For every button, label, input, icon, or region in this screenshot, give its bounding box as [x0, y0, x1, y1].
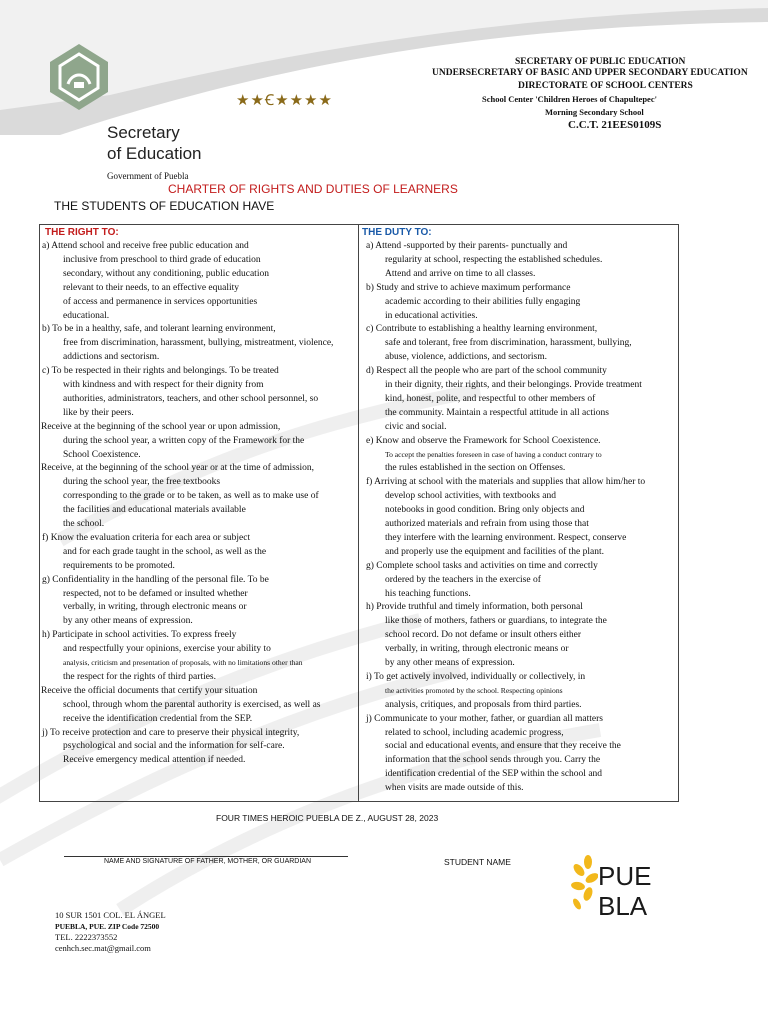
address-line: TEL. 2222373552 — [55, 932, 118, 942]
duty-line: in educational activities. — [385, 310, 478, 321]
header-line: DIRECTORATE OF SCHOOL CENTERS — [518, 81, 693, 91]
duty-line: when visits are made outside of this. — [385, 783, 524, 794]
duty-line: in their dignity, their rights, and their belongings. Provide treatment — [385, 380, 642, 390]
right-line: b) To be in a healthy, safe, and tolerant learning environment, — [42, 324, 276, 335]
right-line: relevant to their needs, to an effective equality — [63, 282, 240, 293]
right-line: j) To receive protection and care to preserve their physical integrity, — [42, 727, 300, 738]
duty-line: ordered by the teachers in the exercise of — [385, 574, 541, 585]
duty-line: his teaching functions. — [385, 588, 471, 599]
right-line: a) Attend school and receive free public education and — [42, 241, 249, 251]
duty-line: a) Attend -supported by their parents- punctually and — [366, 241, 568, 251]
duty-line: verbally, in writing, through electronic means or — [385, 644, 569, 655]
duty-line: civic and social. — [385, 421, 447, 432]
duty-line: regularity at school, respecting the established schedules. — [385, 254, 603, 265]
duty-line: analysis, critiques, and proposals from third parties. — [385, 699, 582, 710]
right-line: and respectfully your opinions, exercise your ability to — [63, 644, 271, 655]
duty-line: abuse, violence, addictions, and sectorism. — [385, 352, 547, 363]
address-line: PUEBLA, PUE. ZIP Code 72500 — [55, 922, 160, 931]
right-line: Receive at the beginning of the school year or upon admission, — [41, 421, 281, 432]
duty-line: the community. Maintain a respectful attitude in all actions — [385, 407, 609, 418]
right-line: during the school year, the free textbooks — [63, 477, 221, 488]
header-line: UNDERSECRETARY OF BASIC AND UPPER SECONDARY EDUCATION — [432, 68, 748, 78]
right-line: school, through whom the parental authority is exercised, as well as — [63, 699, 321, 710]
right-line: with kindness and with respect for their dignity from — [63, 380, 264, 390]
duty-line: information that the school sends through you. Carry the — [385, 755, 601, 766]
page-title: CHARTER OF RIGHTS AND DUTIES OF LEARNERS — [168, 182, 458, 196]
right-line: educational. — [63, 310, 110, 321]
right-line: respected, not to be defamed or insulted whether — [63, 588, 248, 599]
duty-line: i) To get actively involved, individually or collectively, in — [366, 671, 586, 682]
duty-line: d) Respect all the people who are part of the school community — [366, 366, 607, 377]
duty-line: school record. Do not defame or insult others either — [385, 630, 582, 641]
signature-line — [64, 856, 348, 857]
duty-line: the activities promoted by the school. Respecting opinions — [385, 685, 563, 695]
right-line: authorities, administrators, teachers, and other school personnel, so — [63, 393, 319, 404]
puebla-flower-icon — [568, 852, 598, 928]
sep-government-label: Government of Puebla — [107, 171, 189, 181]
duty-line: c) Contribute to establishing a healthy learning environment, — [366, 324, 598, 335]
puebla-logo-line1: PUE — [598, 861, 652, 891]
right-line: Receive emergency medical attention if needed. — [63, 755, 246, 766]
duty-line: related to school, including academic progress, — [385, 727, 564, 738]
duty-line: f) Arriving at school with the materials and supplies that allow him/her to — [366, 477, 646, 488]
crest-stars: ★★Ꞓ★★★★ — [236, 93, 333, 109]
header-line: School Center 'Children Heroes of Chapultepec' — [482, 94, 657, 104]
email-link[interactable]: cenhch.sec.mat@gmail.com — [55, 943, 151, 953]
duty-line: they interfere with the learning environment. Respect, conserve — [385, 532, 627, 543]
right-line: psychological and social and the information for self-care. — [63, 741, 285, 752]
sep-title-line2: of Education — [107, 144, 202, 163]
date-line: FOUR TIMES HEROIC PUEBLA DE Z., AUGUST 28, 2023 — [216, 813, 439, 823]
right-line: f) Know the evaluation criteria for each area or subject — [42, 532, 251, 543]
right-line: and for each grade taught in the school, as well as the — [63, 546, 267, 557]
duty-line: kind, honest, polite, and respectful to other members of — [385, 393, 596, 404]
puebla-logo-line2: BLA — [598, 891, 648, 921]
duty-line: identification credential of the SEP within the school and — [385, 769, 603, 780]
sep-emblem-icon — [48, 42, 110, 112]
right-line: during the school year, a written copy of the Framework for the — [63, 435, 305, 446]
right-line: free from discrimination, harassment, bullying, mistreatment, violence, — [63, 338, 334, 349]
right-line: h) Participate in school activities. To express freely — [42, 630, 237, 641]
column-divider — [358, 225, 359, 801]
right-line: corresponding to the grade or to be taken, as well as to make use of — [63, 491, 319, 502]
right-line: Receive, at the beginning of the school year or at the time of admission, — [41, 463, 315, 474]
duty-line: e) Know and observe the Framework for School Coexistence. — [366, 435, 601, 446]
right-line: c) To be respected in their rights and belongings. To be treated — [42, 366, 279, 377]
duty-line: academic according to their abilities fully engaging — [385, 296, 581, 307]
right-line: the respect for the rights of third parties. — [63, 671, 217, 682]
student-name-label: STUDENT NAME — [444, 857, 511, 867]
right-line: the facilities and educational materials available — [63, 505, 246, 516]
right-line: like by their peers. — [63, 407, 134, 418]
header-cct: C.C.T. 21EES0109S — [568, 119, 662, 131]
duties-heading: THE DUTY TO: — [362, 227, 432, 238]
duty-line: h) Provide truthful and timely information, both personal — [366, 602, 583, 613]
duty-line: g) Complete school tasks and activities on time and correctly — [366, 560, 598, 571]
puebla-logo — [568, 852, 658, 928]
right-line: receive the identification credential from the SEP. — [63, 713, 253, 724]
signature-label: NAME AND SIGNATURE OF FATHER, MOTHER, OR GUARDIAN — [104, 858, 312, 865]
address-block — [55, 910, 166, 954]
address-line: 10 SUR 1501 COL. EL ÁNGEL — [55, 910, 166, 920]
duty-line: by any other means of expression. — [385, 658, 515, 668]
right-line: secondary, without any conditioning, public education — [63, 268, 269, 279]
duty-line: j) Communicate to your mother, father, or guardian all matters — [366, 713, 603, 724]
sep-logo-text — [107, 122, 202, 164]
right-line: verbally, in writing, through electronic means or — [63, 602, 247, 613]
right-line: analysis, criticism and presentation of proposals, with no limitations other than — [63, 658, 303, 667]
duty-line: notebooks in good condition. Bring only objects and — [385, 505, 585, 516]
duty-line: safe and tolerant, free from discrimination, harassment, bullying, — [385, 338, 632, 349]
duty-line: like those of mothers, fathers or guardians, to integrate the — [385, 616, 607, 627]
rights-heading: THE RIGHT TO: — [45, 227, 119, 238]
right-line: inclusive from preschool to third grade of education — [63, 254, 261, 265]
duty-line: and properly use the equipment and facilities of the plant. — [385, 546, 604, 557]
duty-line: To accept the penalties foreseen in case of having a conduct contrary to — [385, 449, 602, 459]
right-line: requirements to be promoted. — [63, 560, 175, 571]
right-line: Receive the official documents that certify your situation — [41, 685, 258, 696]
duty-line: social and educational events, and ensure that they receive the — [385, 741, 621, 752]
duty-line: b) Study and strive to achieve maximum performance — [366, 282, 571, 293]
right-line: addictions and sectorism. — [63, 352, 160, 363]
right-line: School Coexistence. — [63, 449, 141, 460]
duty-line: Attend and arrive on time to all classes. — [385, 268, 536, 279]
duty-line: authorized materials and refrain from using those that — [385, 519, 589, 529]
page-subtitle: THE STUDENTS OF EDUCATION HAVE — [54, 199, 275, 213]
right-line: of access and permanence in services opportunities — [63, 296, 258, 307]
right-line: by any other means of expression. — [63, 616, 193, 627]
header-line: Morning Secondary School — [545, 107, 644, 117]
right-line: g) Confidentiality in the handling of the personal file. To be — [42, 574, 269, 585]
header-line: SECRETARY OF PUBLIC EDUCATION — [515, 57, 686, 67]
duty-line: the rules established in the section on Offenses. — [385, 463, 566, 474]
duty-line: develop school activities, with textbooks and — [385, 491, 556, 502]
sep-title-line1: Secretary — [107, 123, 180, 142]
right-line: the school. — [63, 519, 105, 529]
